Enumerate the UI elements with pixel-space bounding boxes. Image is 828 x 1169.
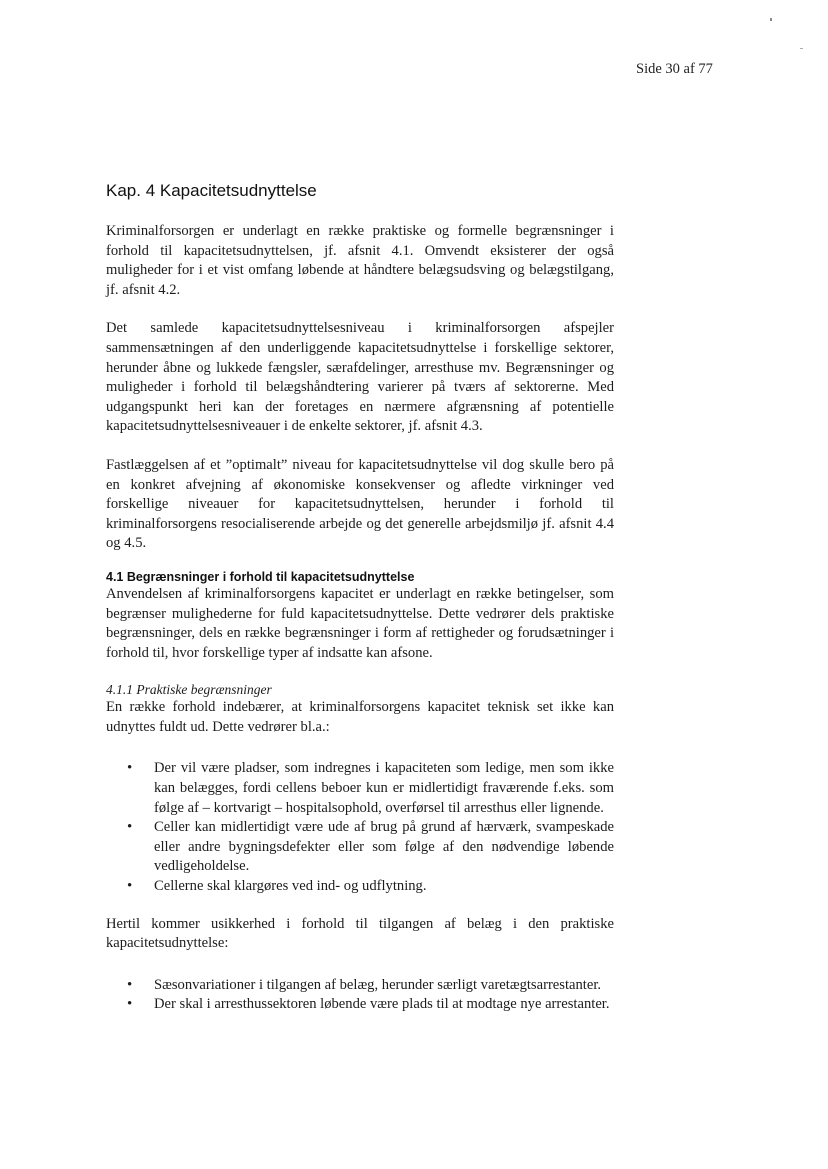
- paragraph: Kriminalforsorgen er underlagt en række praktiske og formelle begrænsninger i forhold til kapacitetsudnyttelsen, jf. afsnit 4.1. Omvendt eksisterer der også muligheder for i et vist omfang løbende at håndtere belægsudsving og belægstilgang, jf. afsnit 4.2.: [106, 223, 614, 298]
- list-item: • Celler kan midlertidigt være ude af brug på grund af hærværk, svampeskade eller andre bygningsdefekter eller som følge af den nødvendige løbende vedligeholdelse.: [106, 818, 614, 877]
- list-item: • Sæsonvariationer i tilgangen af belæg, herunder særligt varetægtsarrestanter.: [106, 976, 614, 996]
- section-heading: 4.1 Begrænsninger i forhold til kapacitetsudnyttelse: [106, 569, 415, 584]
- paragraph: Fastlæggelsen af et ”optimalt” niveau for kapacitetsudnyttelse vil dog skulle bero på en konkret afvejning af økonomiske konsekvenser og afledte virkninger ved forskellige niveauer for kapacitetsudnyttelsen, herunder i forhold til kriminalforsorgens resocialiserende arbejde og det generelle arbejdsmiljø jf. afsnit 4.4 og 4.5.: [106, 456, 614, 552]
- list-item: • Der vil være pladser, som indregnes i kapaciteten som ledige, men som ikke kan belægges, fordi cellens beboer kun er midlertidigt fraværende f.eks. som følge af – kortvarigt – hospitalsophold, overførsel til arresthus eller lignende.: [106, 759, 614, 818]
- bullet-list: [106, 976, 614, 1015]
- list-item: • Cellerne skal klargøres ved ind- og udflytning.: [106, 877, 614, 897]
- page-number: Side 30 af 77: [636, 61, 713, 77]
- document-body: [106, 180, 614, 1033]
- paragraph: En række forhold indebærer, at kriminalforsorgens kapacitet teknisk set ikke kan udnyttes fuldt ud. Dette vedrører bl.a.:: [106, 699, 614, 735]
- bullet-list: [106, 759, 614, 896]
- subsection-heading: 4.1.1 Praktiske begrænsninger: [106, 682, 272, 698]
- chapter-title: Kap. 4 Kapacitetsudnyttelse: [106, 181, 317, 200]
- paragraph: Hertil kommer usikkerhed i forhold til tilgangen af belæg i den praktiske kapacitetsudnyttelse:: [106, 915, 614, 952]
- scan-mark: [770, 18, 772, 21]
- paragraph: Anvendelsen af kriminalforsorgens kapacitet er underlagt en række betingelser, som begrænser mulighederne for fuld kapacitetsudnyttelse. Dette vedrører dels praktiske begrænsninger, dels en række begrænsninger i form af rettigheder og forudsætninger i forhold til, hvor forskellige typer af indsatte kan afsone.: [106, 585, 614, 661]
- paragraph: Det samlede kapacitetsudnyttelsesniveau i kriminalforsorgen afspejler sammensætningen af den underliggende kapacitetsudnyttelse i forskellige sektorer, herunder åbne og lukkede fængsler, særafdelinger, arresthuse mv. Begrænsninger og muligheder i forhold til belægshåndtering varierer på tværs af sektorerne. Med udgangspunkt heri kan der foretages en nærmere afgrænsning af potentielle kapacitetsudnyttelsesniveauer i de enkelte sektorer, jf. afsnit 4.3.: [106, 320, 614, 435]
- list-item: • Der skal i arresthussektoren løbende være plads til at modtage nye arrestanter.: [106, 995, 614, 1015]
- scan-mark: [800, 48, 803, 49]
